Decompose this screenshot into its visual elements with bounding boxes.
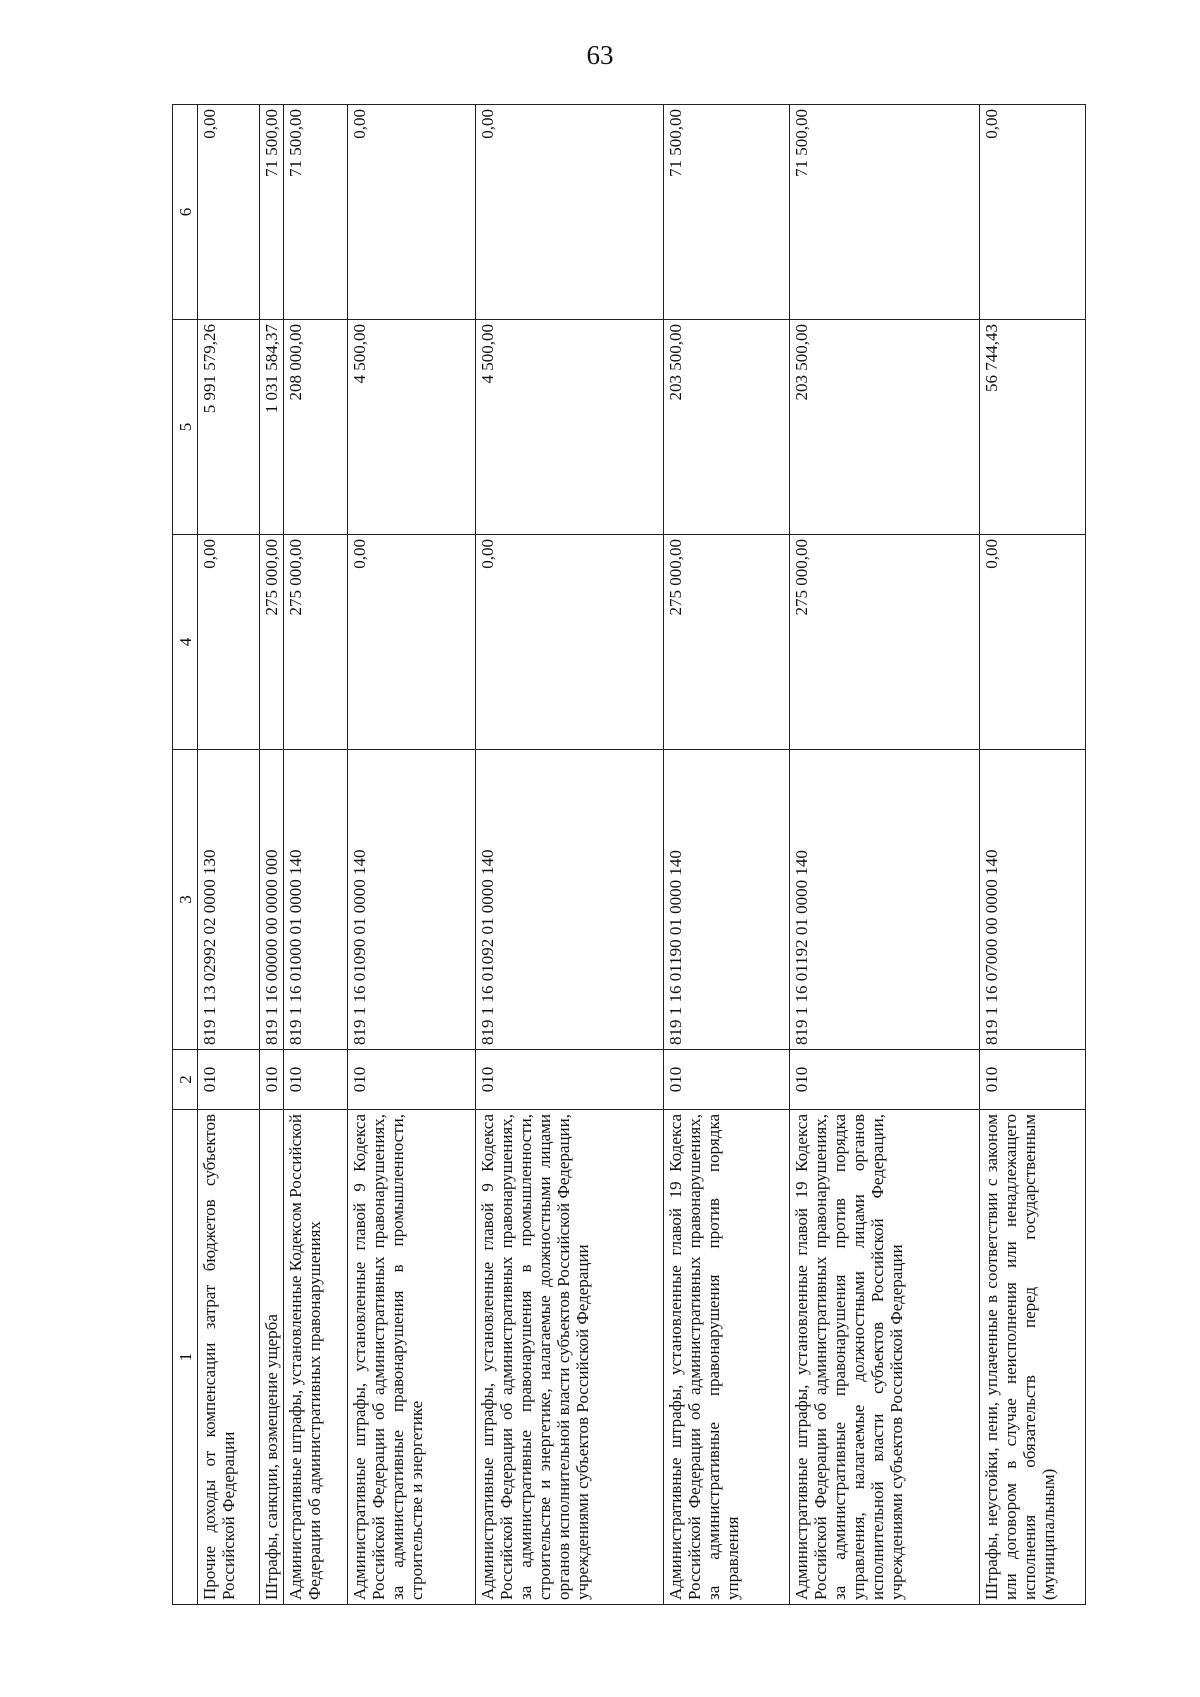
row-description: Административные штрафы, установленные главой 19 Кодекса Российской Федерации об административных правонарушениях, за административные правонарушения против порядка управления, налагаемые должностными лицами органов исполнительной власти субъектов Российской Федерации, учреждениями субъектов Российской Федерации	[790, 1110, 980, 1605]
row-code: 010	[664, 1050, 790, 1110]
row-kbk: 819 1 16 01090 01 0000 140	[348, 750, 476, 1050]
table-header	[173, 105, 198, 1605]
row-col4: 275 000,00	[284, 535, 348, 750]
row-col6: 71 500,00	[284, 105, 348, 320]
row-code: 010	[198, 1050, 260, 1110]
row-kbk: 819 1 16 01190 01 0000 140	[664, 750, 790, 1050]
row-description: Административные штрафы, установленные главой 19 Кодекса Российской Федерации об административных правонарушениях, за административные правонарушения против порядка управления	[664, 1110, 790, 1605]
row-col5: 56 744,43	[980, 320, 1086, 535]
header-col-1: 1	[173, 1110, 198, 1605]
table-row	[790, 105, 980, 1605]
row-kbk: 819 1 16 00000 00 0000 000	[260, 750, 284, 1050]
header-col-4: 4	[173, 535, 198, 750]
row-code: 010	[790, 1050, 980, 1110]
row-col4: 0,00	[198, 535, 260, 750]
table-row	[664, 105, 790, 1605]
row-col6: 71 500,00	[260, 105, 284, 320]
row-code: 010	[476, 1050, 664, 1110]
row-kbk: 819 1 16 01000 01 0000 140	[284, 750, 348, 1050]
row-kbk: 819 1 16 01192 01 0000 140	[790, 750, 980, 1050]
table-row	[476, 105, 664, 1605]
row-col4: 0,00	[980, 535, 1086, 750]
header-col-3: 3	[173, 750, 198, 1050]
table-row	[284, 105, 348, 1605]
header-col-6: 6	[173, 105, 198, 320]
row-col6: 0,00	[476, 105, 664, 320]
table-row	[980, 105, 1086, 1605]
row-description: Штрафы, санкции, возмещение ущерба	[260, 1110, 284, 1605]
row-description: Административные штрафы, установленные Кодексом Российской Федерации об административных правонарушениях	[284, 1110, 348, 1605]
table-row	[198, 105, 260, 1605]
row-col4: 275 000,00	[260, 535, 284, 750]
row-col4: 0,00	[476, 535, 664, 750]
row-col5: 208 000,00	[284, 320, 348, 535]
row-col5: 203 500,00	[790, 320, 980, 535]
row-col4: 275 000,00	[790, 535, 980, 750]
row-description: Административные штрафы, установленные главой 9 Кодекса Российской Федерации об административных правонарушениях, за административные правонарушения в промышленности, строительстве и энергетике, налагаемые должностными лицами органов исполнительной власти субъектов Российской Федерации, учреждениями субъектов Российской Федерации	[476, 1110, 664, 1605]
row-col4: 0,00	[348, 535, 476, 750]
header-row	[173, 105, 198, 1605]
row-code: 010	[260, 1050, 284, 1110]
header-col-5: 5	[173, 320, 198, 535]
row-kbk: 819 1 16 07000 00 0000 140	[980, 750, 1086, 1050]
row-col6: 0,00	[980, 105, 1086, 320]
row-col5: 5 991 579,26	[198, 320, 260, 535]
row-col5: 4 500,00	[476, 320, 664, 535]
header-col-2: 2	[173, 1050, 198, 1110]
page-number: 63	[586, 40, 614, 70]
rotated-table-container	[172, 105, 1062, 1605]
revenue-table	[172, 104, 1086, 1605]
row-col5: 203 500,00	[664, 320, 790, 535]
row-description: Прочие доходы от компенсации затрат бюджетов субъектов Российской Федерации	[198, 1110, 260, 1605]
row-col5: 4 500,00	[348, 320, 476, 535]
table-body	[198, 105, 1086, 1605]
row-col4: 275 000,00	[664, 535, 790, 750]
row-col5: 1 031 584,37	[260, 320, 284, 535]
row-kbk: 819 1 13 02992 02 0000 130	[198, 750, 260, 1050]
table-row	[348, 105, 476, 1605]
row-code: 010	[980, 1050, 1086, 1110]
row-col6: 71 500,00	[664, 105, 790, 320]
row-description: Административные штрафы, установленные главой 9 Кодекса Российской Федерации об административных правонарушениях, за административные правонарушения в промышленности, строительстве и энергетике	[348, 1110, 476, 1605]
row-kbk: 819 1 16 01092 01 0000 140	[476, 750, 664, 1050]
row-code: 010	[348, 1050, 476, 1110]
row-col6: 71 500,00	[790, 105, 980, 320]
row-description: Штрафы, неустойки, пени, уплаченные в соответствии с законом или договором в случае неисполнения или ненадлежащего исполнения обязательств перед государственным (муниципальным)	[980, 1110, 1086, 1605]
row-col6: 0,00	[198, 105, 260, 320]
row-col6: 0,00	[348, 105, 476, 320]
row-code: 010	[284, 1050, 348, 1110]
table-row	[260, 105, 284, 1605]
